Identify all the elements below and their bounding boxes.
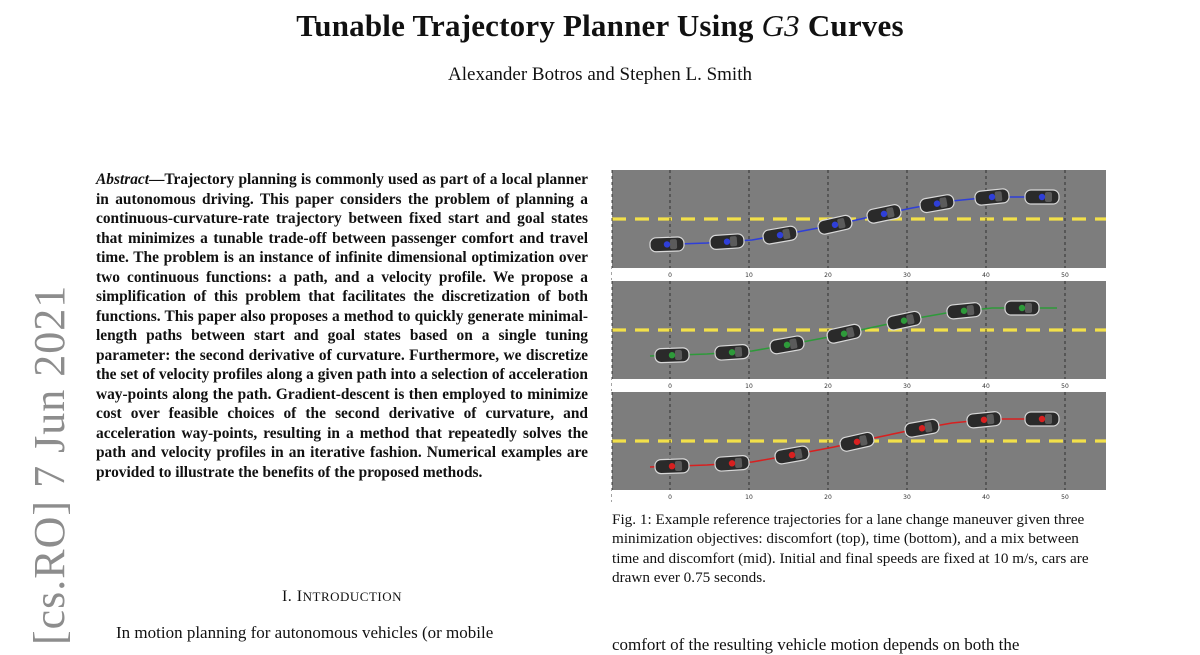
abstract: [96, 170, 588, 482]
x-tick-label: 40: [982, 494, 990, 501]
x-tick-label: 50: [1061, 383, 1069, 390]
x-tick-label: 10: [745, 494, 753, 501]
tick-strip: [612, 268, 1106, 280]
x-tick-label: 10: [745, 272, 753, 279]
column2-paragraph: comfort of the resulting vehicle motion depends on both the: [612, 635, 1020, 654]
car-icon: [974, 188, 1009, 205]
x-tick-label: 30: [903, 383, 911, 390]
figure-1: [612, 170, 1106, 501]
x-tick-label: 20: [824, 383, 832, 390]
car-icon: [1025, 412, 1059, 426]
abstract-label: Abstract: [96, 171, 150, 188]
car-icon: [655, 459, 689, 474]
car-icon: [715, 455, 750, 471]
car-icon: [946, 302, 981, 319]
x-tick-label: 40: [982, 272, 990, 279]
abstract-text: —Trajectory planning is commonly used as part of a local planner in autonomous driving. This paper considers the problem of planning a continuous-curvature-rate trajectory between fixed start and goal states that minimizes a tunable trade-off between passenger comfort and travel time. The problem is an instance of infinite dimensional optimization over two continuous functions: a path, and a velocity profile. We propose a simplification of this problem that facilitates the discretization of both functions. This paper also proposes a method to quickly generate minimal-length paths between start and goal states based on a single tuning parameter: the second derivative of curvature. Furthermore, we discretize the set of velocity profiles along a given path into a selection of acceleration way-points along the path. Gradient-descent is then employed to minimize cost over feasible choices of the second derivative of curvature, and acceleration way-points, resulting in a method that repeatedly solves the path and velocity profiles in an iterative fashion. Numerical examples are provided to illustrate the benefits of the proposed methods.: [96, 171, 588, 481]
car-icon: [1005, 301, 1039, 315]
car-icon: [650, 237, 684, 252]
tick-strip: [612, 379, 1106, 391]
car-icon: [655, 348, 689, 363]
x-tick-label: 10: [745, 383, 753, 390]
x-tick-label: 20: [824, 494, 832, 501]
intro-paragraph: In motion planning for autonomous vehicles (or mobile: [116, 623, 494, 642]
paper-title: Tunable Trajectory Planner Using G3 Curves: [296, 8, 904, 43]
x-tick-label: 30: [903, 272, 911, 279]
car-icon: [710, 234, 745, 250]
car-icon: [966, 411, 1001, 428]
car-icon: [1025, 190, 1059, 204]
x-tick-label: 50: [1061, 272, 1069, 279]
figure-caption: Fig. 1: Example reference trajectories for a lane change maneuver given three minimization objectives: discomfort (top), time (bottom), and a mix between time and discomfort (mid). Initial and final speeds are fixed at 10 m/s, cars are drawn ever 0.75 seconds.: [612, 511, 1089, 586]
x-tick-label: 40: [982, 383, 990, 390]
x-tick-label: 0: [668, 272, 672, 279]
authors: Alexander Botros and Stephen L. Smith: [448, 64, 752, 85]
car-icon: [715, 344, 750, 360]
trajectory-figure: [612, 170, 1106, 501]
x-tick-label: 0: [668, 494, 672, 501]
x-tick-label: 50: [1061, 494, 1069, 501]
x-tick-label: 0: [668, 383, 672, 390]
x-tick-label: 20: [824, 272, 832, 279]
arxiv-stamp: [cs.RO] 7 Jun 2021: [25, 284, 74, 645]
x-tick-label: 30: [903, 494, 911, 501]
section-heading: I. INTRODUCTION: [281, 588, 403, 605]
title-math: G3: [761, 8, 800, 43]
tick-strip: [612, 490, 1106, 502]
